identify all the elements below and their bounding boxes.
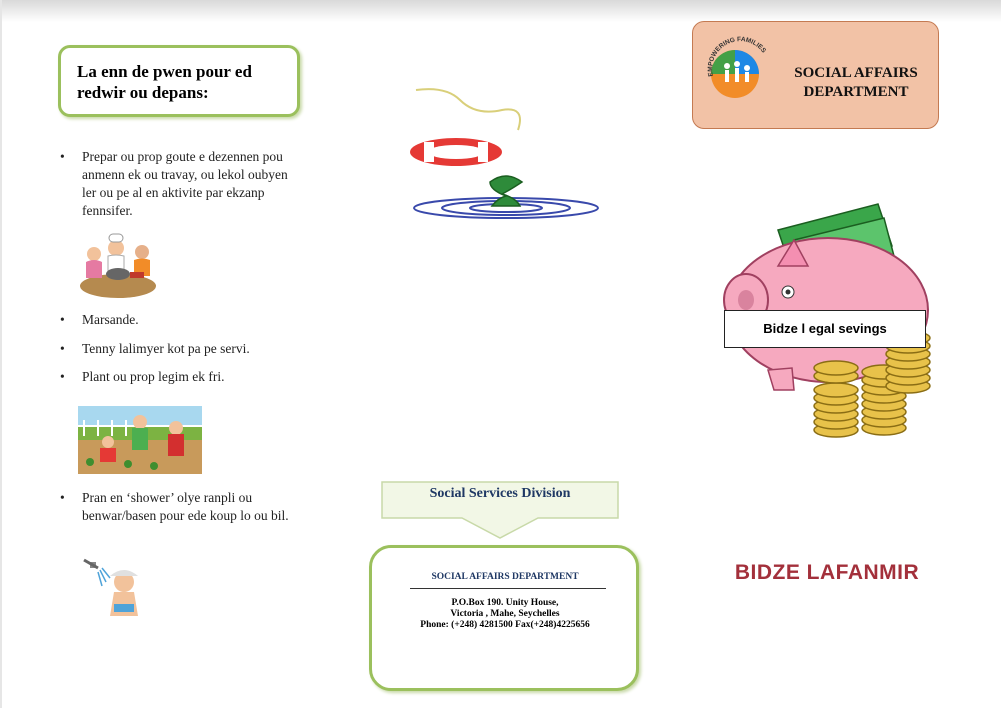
lifebuoy-money-illustration [406, 86, 602, 222]
address-divider [410, 588, 606, 589]
tip-text: Pran en ‘shower’ olye ranpli ou benwar/basen pour ede koup lo ou bil. [82, 490, 289, 523]
top-shade [0, 0, 1001, 22]
tips-heading: La enn de pwen pour ed redwir ou depans: [77, 62, 252, 102]
bullet-dot: • [60, 490, 65, 505]
contact-address-box [369, 545, 639, 691]
tip-text: Tenny lalimyer kot pa pe servi. [82, 341, 250, 356]
tip-text: Prepar ou prop goute e dezennen pou anmenn ek ou travay, ou lekol oubyen ler ou pe al en aktivite par ekzanp fennsifer. [82, 149, 288, 218]
brochure-title: BIDZE LAFANMIR [734, 561, 920, 584]
tips-heading-box [58, 45, 300, 117]
department-header-box [692, 21, 939, 129]
empowering-families-logo [699, 30, 779, 110]
savings-label: Bidze l egal sevings [724, 310, 926, 348]
social-services-division-label: Social Services Division [429, 486, 571, 501]
bullet-dot: • [60, 149, 65, 164]
address-po-box: P.O.Box 190. Unity House, [451, 598, 559, 608]
bullet-dot: • [60, 312, 65, 327]
address-title: SOCIAL AFFAIRS DEPARTMENT [431, 572, 579, 582]
tip-text: Plant ou prop legim ek fri. [82, 369, 225, 384]
bullet-dot: • [60, 369, 65, 384]
tip-text: Marsande. [82, 312, 139, 327]
logo-ring-text: EMPOWERING FAMILIES [707, 36, 768, 77]
department-name: SOCIAL AFFAIRS DEPARTMENT [794, 65, 918, 100]
bullet-dot: • [60, 341, 65, 356]
page-edge [0, 0, 2, 708]
gardening-children-illustration [78, 406, 202, 474]
cooking-children-illustration [78, 232, 164, 300]
address-location: Victoria , Mahe, Seychelles [450, 609, 560, 619]
address-phone-fax: Phone: (+248) 4281500 Fax(+248)4225656 [420, 620, 590, 630]
shower-illustration [80, 556, 156, 622]
